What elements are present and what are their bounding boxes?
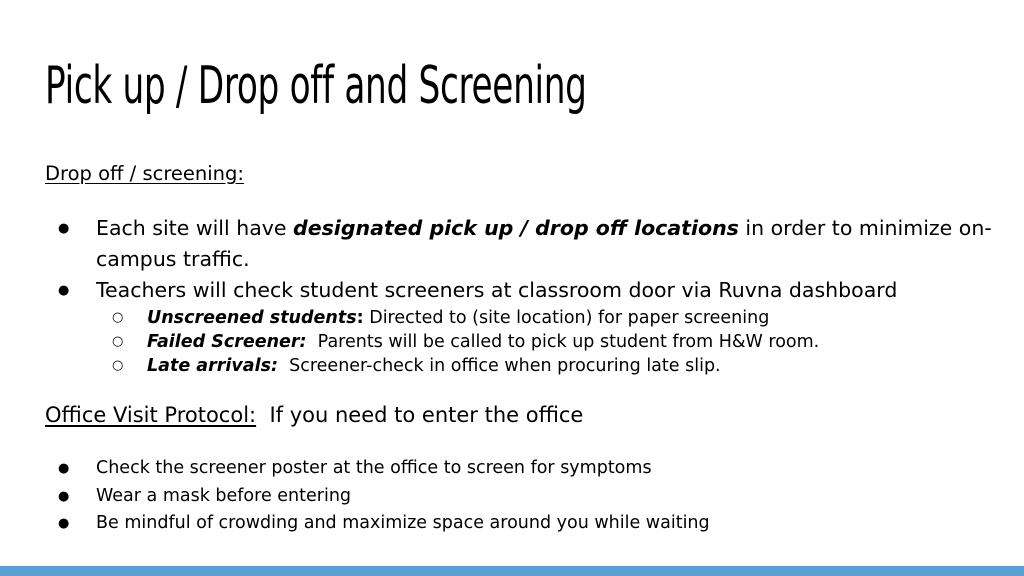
sub-list-item	[0, 306, 1000, 330]
sub-item-text: Parents will be called to pick up student from H&W room.	[306, 332, 820, 352]
bullet-icon: ●	[58, 488, 70, 504]
sub-item-text: Directed to (site location) for paper screening	[363, 308, 770, 328]
office-section-label	[45, 403, 583, 427]
sub-list-item	[0, 354, 1000, 378]
item-text: Teachers will check student screeners at classroom door via Ruvna dashboard	[96, 278, 898, 302]
sub-list-item	[0, 330, 1000, 354]
item-text: Be mindful of crowding and maximize space around you while waiting	[96, 513, 710, 533]
item-text-after: in order to minimize on-campus traffic.	[96, 216, 992, 271]
sub-item-emphasis: Late arrivals:	[147, 356, 278, 376]
drop-off-list	[0, 213, 1000, 378]
list-item	[0, 510, 710, 538]
drop-off-label-text: Drop off / screening:	[45, 162, 244, 185]
office-label-text: Office Visit Protocol:	[45, 403, 257, 427]
list-item	[0, 483, 710, 511]
item-text: Wear a mask before entering	[96, 485, 352, 506]
sub-item-emphasis: Failed Screener:	[147, 332, 307, 352]
list-item	[0, 213, 1000, 275]
office-description: If you need to enter the office	[256, 403, 584, 427]
bullet-icon: ●	[58, 221, 70, 236]
drop-off-section-label	[45, 162, 244, 185]
sub-item-emphasis: Unscreened students	[147, 308, 357, 328]
slide-title: Pick up / Drop off and Screening	[45, 56, 587, 116]
bullet-icon: ●	[58, 283, 70, 298]
list-item	[0, 275, 1000, 378]
screening-sub-list	[96, 306, 1000, 378]
list-item	[0, 455, 710, 483]
item-emphasis: designated pick up / drop off locations	[293, 216, 739, 240]
sub-bullet-icon: ○	[112, 358, 124, 373]
bullet-icon: ●	[58, 461, 70, 476]
item-text-before: Each site will have	[96, 216, 294, 240]
item-text: Check the screener poster at the office to screen for symptoms	[96, 458, 652, 478]
sub-item-colon: :	[356, 308, 364, 328]
sub-item-text: Screener-check in office when procuring late slip.	[278, 356, 721, 376]
sub-bullet-icon: ○	[112, 334, 124, 349]
office-list	[0, 455, 710, 538]
bottom-accent-bar	[0, 566, 1024, 576]
bullet-icon: ●	[58, 516, 70, 531]
sub-bullet-icon: ○	[112, 310, 124, 325]
